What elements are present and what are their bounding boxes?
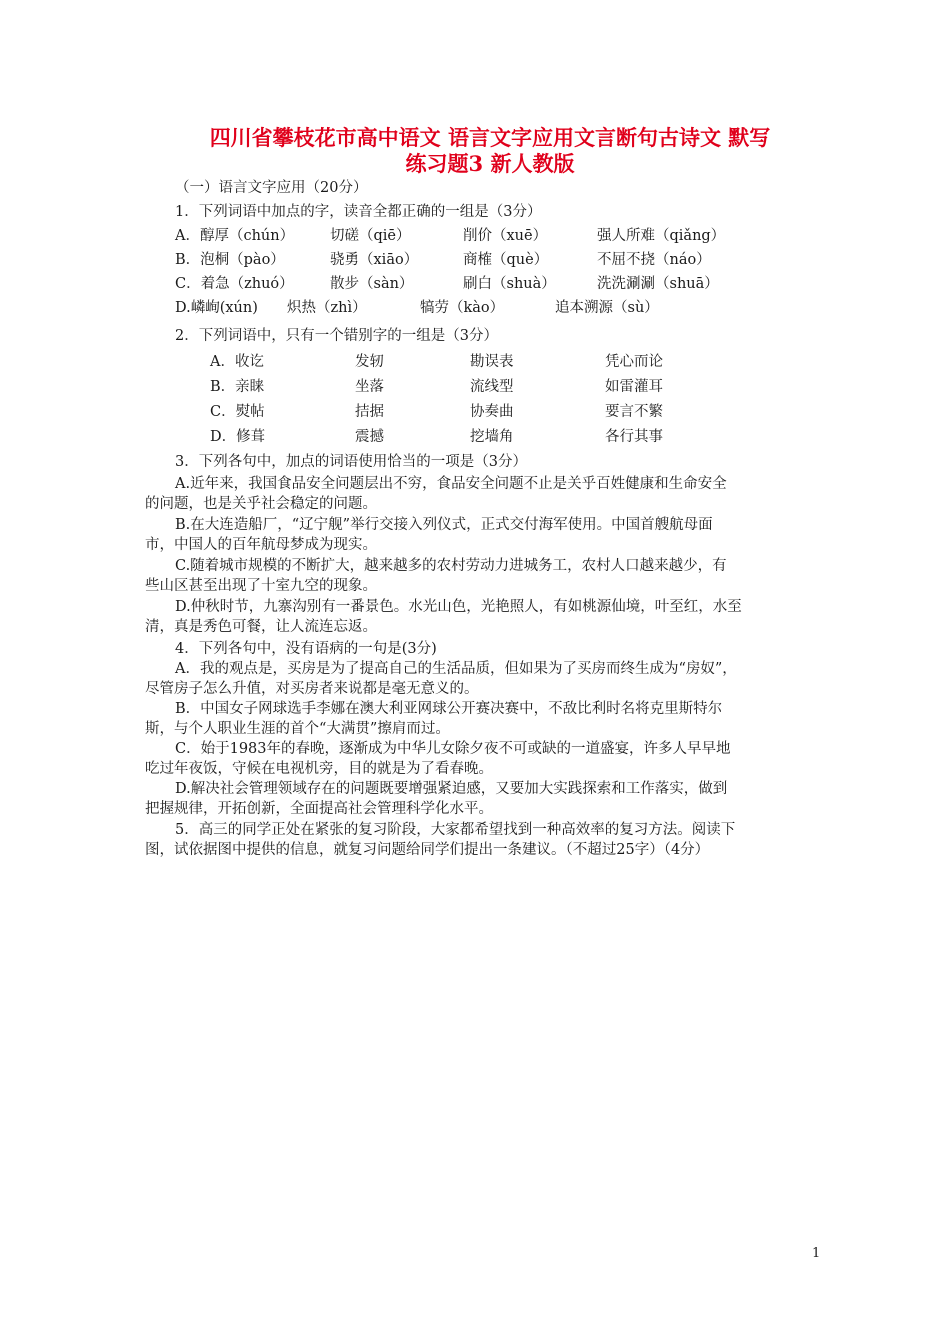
q1-d-2: 炽热（zhì） bbox=[287, 300, 367, 316]
q2-a-2: 发轫 bbox=[355, 354, 384, 370]
q3-line: 些山区甚至出现了十室九空的现象。 bbox=[145, 578, 377, 594]
q1-a-3: 削价（xuē） bbox=[463, 228, 548, 244]
q4-line: 尽管房子怎么升值，对买房者来说都是毫无意义的。 bbox=[145, 681, 479, 697]
q1-c-3: 刷白（shuà） bbox=[463, 276, 556, 292]
q2-a-3: 勘误表 bbox=[470, 354, 514, 370]
q1-b-2: 骁勇（xiāo） bbox=[330, 252, 419, 268]
q1-a-1: A．醇厚（chún） bbox=[175, 228, 295, 244]
q1-d-4: 追本溯源（sù） bbox=[555, 300, 659, 316]
q2-c-4: 要言不繁 bbox=[605, 404, 663, 420]
q2-a-4: 凭心而论 bbox=[605, 354, 663, 370]
q3-line: B.在大连造船厂，“辽宁舰”举行交接入列仪式，正式交付海军使用。中国首艘航母面 bbox=[175, 517, 713, 533]
q3-line: 的问题，也是关乎社会稳定的问题。 bbox=[145, 496, 377, 512]
q3-line: 市，中国人的百年航母梦成为现实。 bbox=[145, 537, 377, 553]
doc-title-line2: 练习题3 新人教版 bbox=[405, 151, 575, 176]
q5-line: 图，试依据图中提供的信息，就复习问题给同学们提出一条建议。（不超过25字）（4分） bbox=[145, 842, 710, 858]
q1-b-3: 商榷（què） bbox=[463, 252, 549, 268]
q3-stem: 3．下列各句中，加点的词语使用恰当的一项是（3分） bbox=[175, 454, 527, 470]
q2-b-3: 流线型 bbox=[470, 379, 514, 395]
q2-a-1: A．收讫 bbox=[210, 354, 264, 370]
q1-a-2: 切磋（qiē） bbox=[330, 228, 411, 244]
q5-line: 5．高三的同学正处在紧张的复习阶段，大家都希望找到一种高效率的复习方法。阅读下 bbox=[175, 822, 736, 838]
q2-d-2: 震撼 bbox=[355, 429, 384, 445]
q1-b-4: 不屈不挠（náo） bbox=[597, 252, 711, 268]
q4-line: D.解决社会管理领域存在的问题既要增强紧迫感，又要加大实践探索和工作落实，做到 bbox=[175, 781, 728, 797]
q2-c-1: C．熨帖 bbox=[210, 404, 265, 420]
q1-c-1: C．着急（zhuó） bbox=[175, 276, 294, 292]
q1-d-1: D.嶙峋(xún) bbox=[175, 300, 258, 316]
q2-d-1: D．修葺 bbox=[210, 429, 266, 445]
page-number: 1 bbox=[812, 1246, 821, 1261]
q2-b-2: 坐落 bbox=[355, 379, 384, 395]
q2-b-4: 如雷灌耳 bbox=[605, 379, 663, 395]
q3-line: C.随着城市规模的不断扩大，越来越多的农村劳动力进城务工，农村人口越来越少，有 bbox=[175, 558, 727, 574]
q3-line: 清，真是秀色可餐，让人流连忘返。 bbox=[145, 619, 377, 635]
q2-d-3: 挖墙角 bbox=[470, 429, 514, 445]
q1-stem: 1．下列词语中加点的字，读音全都正确的一组是（3分） bbox=[175, 204, 542, 220]
q2-c-2: 拮据 bbox=[355, 404, 384, 420]
q4-stem: 4．下列各句中，没有语病的一句是(3分) bbox=[175, 641, 437, 657]
q2-b-1: B．亲睐 bbox=[210, 379, 265, 395]
q1-c-4: 洗洗涮涮（shuā） bbox=[597, 276, 719, 292]
q4-line: 把握规律，开拓创新，全面提高社会管理科学化水平。 bbox=[145, 801, 493, 817]
q3-line: A.近年来，我国食品安全问题层出不穷，食品安全问题不止是关乎百姓健康和生命安全 bbox=[175, 476, 727, 492]
q4-line: B．中国女子网球选手李娜在澳大利亚网球公开赛决赛中，不敌比利时名将克里斯特尔 bbox=[175, 701, 723, 717]
q1-d-3: 犒劳（kào） bbox=[420, 300, 505, 316]
q4-line: C．始于1983年的春晚，逐渐成为中华儿女除夕夜不可或缺的一道盛宴，许多人早早地 bbox=[175, 741, 731, 757]
q2-stem: 2．下列词语中，只有一个错别字的一组是（3分） bbox=[175, 328, 498, 344]
q1-c-2: 散步（sàn） bbox=[330, 276, 414, 292]
q3-line: D.仲秋时节，九寨沟别有一番景色。水光山色，光艳照人，有如桃源仙境，叶至红，水至 bbox=[175, 599, 742, 615]
q2-d-4: 各行其事 bbox=[605, 429, 663, 445]
q4-line: 吃过年夜饭，守候在电视机旁，目的就是为了看春晚。 bbox=[145, 761, 493, 777]
q4-line: A．我的观点是，买房是为了提高自己的生活品质，但如果为了买房而终生成为“房奴”， bbox=[175, 661, 737, 677]
q1-b-1: B．泡桐（pào） bbox=[175, 252, 285, 268]
q1-a-4: 强人所难（qiǎng） bbox=[597, 228, 726, 244]
section-heading: （一）语言文字应用（20分） bbox=[175, 180, 368, 196]
q4-line: 斯，与个人职业生涯的首个“大满贯”擦肩而过。 bbox=[145, 721, 450, 737]
doc-title-line1: 四川省攀枝花市高中语文 语言文字应用文言断句古诗文 默写 bbox=[209, 125, 771, 150]
q2-c-3: 协奏曲 bbox=[470, 404, 514, 420]
